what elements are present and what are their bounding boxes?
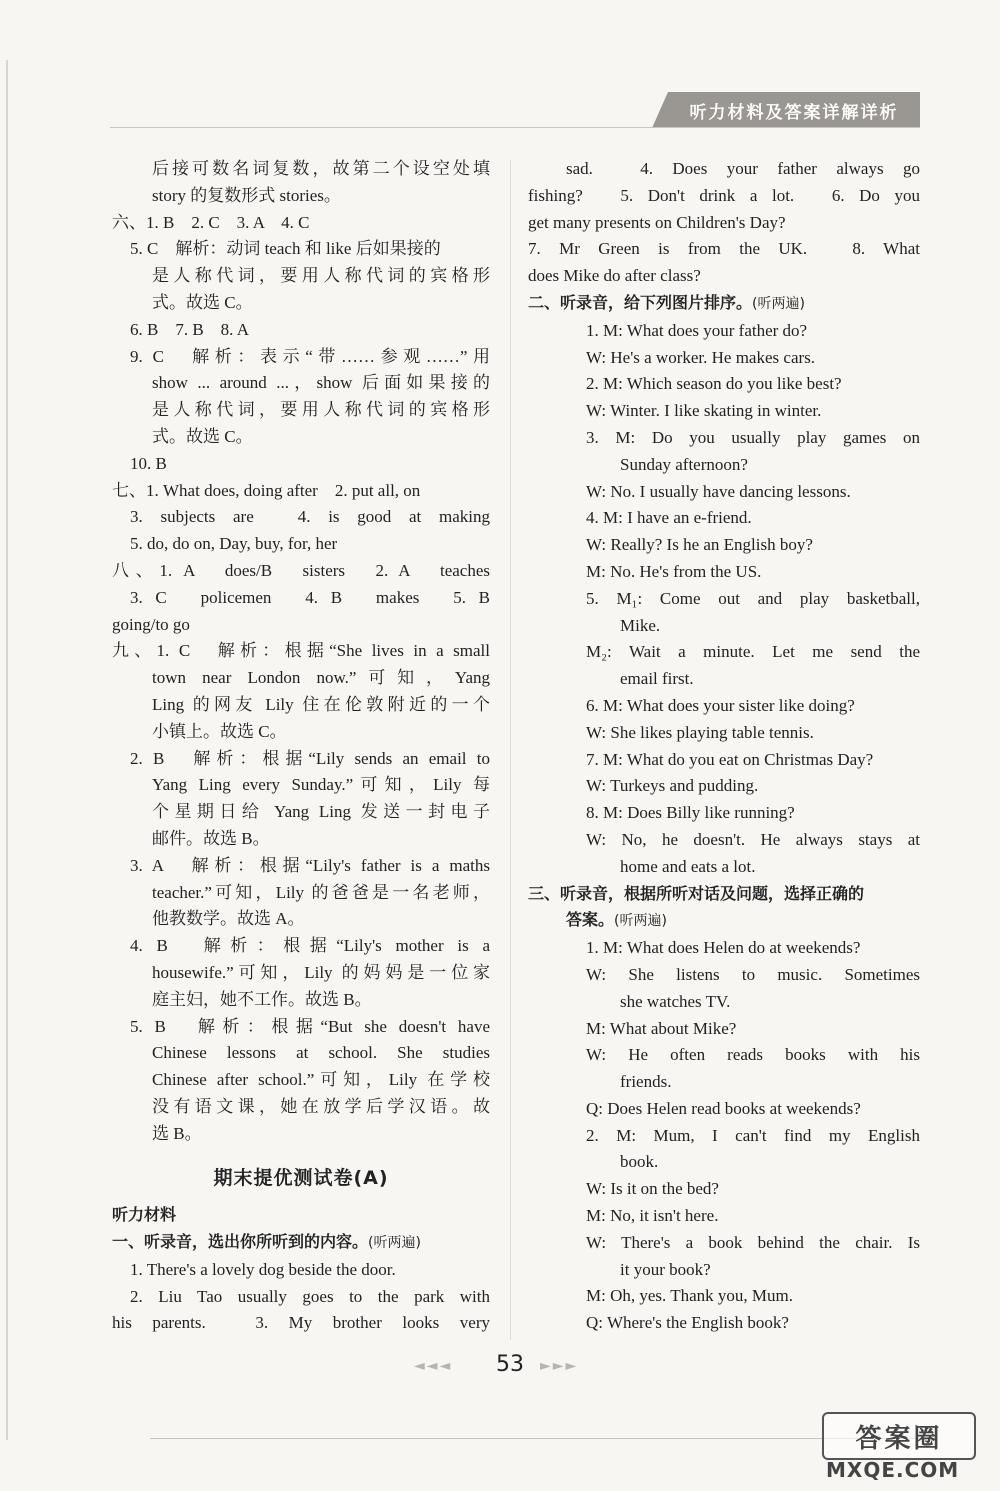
text-line [112,1067,490,1094]
line-text: friends. [620,1072,672,1092]
text-line [112,987,490,1014]
section-heading [528,907,920,935]
text-line [112,933,490,960]
text-line [528,1123,920,1150]
text-line [112,1284,490,1311]
text-line [112,880,490,907]
text-line [112,1310,490,1337]
line-text: Chinese lessons at school. She studies [152,1043,490,1063]
left-answer-lines [112,156,490,1147]
line-text: housewife.”可知，Lily 的妈妈是一位家 [152,962,490,982]
line-text: fishing? 5. Don't drink a lot. 6. Do you [528,185,920,205]
next-arrows-icon: ►►► [540,1358,579,1374]
text-line [528,800,920,827]
header-tab-text: 听力材料及答案详解详析 [689,102,899,123]
line-text: W: No, he doesn't. He always stays at [586,829,920,849]
line-text: home and eats a lot. [620,856,756,876]
text-line [528,639,920,666]
text-line [112,1014,490,1041]
text-line [528,586,920,613]
exam-title: 期末提优测试卷(A) [213,1167,389,1190]
text-line [112,719,490,746]
line-text: 听力材料 [112,1205,177,1225]
text-line [528,1149,920,1176]
text-line [112,236,490,263]
header-rule [110,127,920,128]
text-line [528,263,920,290]
text-line [112,210,490,237]
line-text: 邮件。故选 B。 [152,828,270,848]
listening-material-lines [112,1202,490,1337]
line-text: 是人称代词，要用人称代词的宾格形 [152,266,490,286]
line-text: 6. B 7. B 8. A [130,319,250,339]
line-text: 5. C 解析：动词 teach 和 like 后如果接的 [130,239,441,259]
line-text: sad. 4. Does your father always go [566,159,920,178]
text-line [112,799,490,826]
text-line [112,585,490,612]
line-text: 3. M: Do you usually play games on [586,427,920,447]
right-dialogue-lines [528,156,920,1337]
text-line [528,505,920,532]
text-line [528,345,920,372]
line-text: his parents. 3. My brother looks very [112,1313,490,1333]
line-text: M: No, it isn't here. [586,1206,719,1226]
line-text: town near London now.”可知，Yang [152,668,490,688]
line-text: 答案。 [566,910,615,930]
text-line [528,854,920,881]
line-text: M: No. He's from the US. [586,561,762,581]
line-text: 二、听录音，给下列图片排序。 [528,292,753,312]
text-line [112,1121,490,1148]
text-line [528,452,920,479]
text-line [112,1094,490,1121]
line-text: 5. M₁: Come out and play basketball, [586,588,920,608]
text-line [528,693,920,720]
line-text: show ... around ...，show 后面如果接的 [152,373,490,393]
text-line [528,479,920,506]
text-line [528,1069,920,1096]
line-text: Mike. [620,615,661,635]
line-text: 6. M: What does your sister like doing? [586,695,855,715]
text-line [112,424,490,451]
text-line [528,1283,920,1310]
line-text: W: Really? Is he an English boy? [586,535,813,555]
line-text: 7. Mr Green is from the UK. 8. What [528,239,920,259]
line-text: 式。故选 C。 [152,426,253,446]
line-text: 5. do, do on, Day, buy, for, her [130,534,338,554]
text-line [528,666,920,693]
text-line [528,773,920,800]
text-line [528,425,920,452]
header-tab [668,92,920,128]
text-line [112,344,490,371]
text-line [528,1310,920,1337]
left-column [112,156,490,1337]
text-line [112,504,490,531]
text-line [112,638,490,665]
page-edge-shadow [6,60,8,1440]
section-heading [112,1202,490,1229]
repeat-note: (听两遍) [614,913,667,930]
line-text: 2. B 解析：根据“Lily sends an email to [130,748,490,768]
line-text: teacher.”可知，Lily 的爸爸是一名老师， [152,882,490,902]
line-text: W: There's a book behind the chair. Is [586,1232,920,1252]
text-line [528,962,920,989]
line-text: W: Is it on the bed? [586,1179,719,1199]
text-line [528,613,920,640]
line-text: does Mike do after class? [528,266,701,286]
line-text: she watches TV. [620,991,731,1011]
line-text: 一、听录音，选出你所听到的内容。 [112,1232,369,1252]
line-text: 3. subjects are 4. is good at making [130,507,490,527]
section-heading [528,290,920,318]
line-text: Q: Does Helen read books at weekends? [586,1098,861,1118]
text-line [112,317,490,344]
text-line [528,1230,920,1257]
text-line [528,210,920,237]
text-line [528,156,920,183]
line-text: 5. B 解析：根据“But she doesn't have [130,1016,490,1036]
line-text: 小镇上。故选 C。 [152,721,287,741]
column-divider [510,160,511,1340]
line-text: 1. M: What does Helen do at weekends? [586,938,861,958]
line-text: W: No. I usually have dancing lessons. [586,481,851,501]
line-text: W: He often reads books with his [586,1045,920,1065]
text-line [112,853,490,880]
line-text: book. [620,1152,659,1172]
line-text: Q: Where's the English book? [586,1313,789,1333]
text-line [528,935,920,962]
repeat-note: (听两遍) [368,1235,421,1252]
text-line [528,1203,920,1230]
text-line [528,989,920,1016]
footer-rule [150,1438,920,1439]
text-line [112,665,490,692]
text-line [528,1016,920,1043]
page-number: 53 [496,1352,524,1377]
text-line [528,827,920,854]
line-text: 7. M: What do you eat on Christmas Day? [586,749,874,769]
text-line [112,397,490,424]
text-line [112,1040,490,1067]
line-text: 4. M: I have an e-friend. [586,508,752,528]
text-line [112,183,490,210]
line-text: 4. B 解析：根据“Lily's mother is a [130,936,490,956]
text-line [528,720,920,747]
watermark-site: MXQE.COM [826,1458,960,1482]
section-heading [528,881,920,908]
line-text: Chinese after school.”可知，Lily 在学校 [152,1070,490,1090]
prev-arrows-icon: ◄◄◄ [414,1358,453,1374]
line-text: 1. There's a lovely dog beside the door. [130,1259,396,1279]
line-text: 是人称代词，要用人称代词的宾格形 [152,400,490,420]
line-text: going/to go [112,614,190,634]
line-text: 庭主妇，她不工作。故选 B。 [152,989,372,1009]
line-text: 九、1. C 解析：根据“She lives in a small [112,641,490,661]
line-text: W: Turkeys and pudding. [586,776,759,796]
line-text: 没有语文课，她在放学后学汉语。故 [152,1096,490,1116]
line-text: W: She listens to music. Sometimes [586,964,920,984]
line-text: story 的复数形式 stories。 [152,185,341,205]
text-line [528,747,920,774]
text-line [112,772,490,799]
line-text: get many presents on Children's Day? [528,212,786,232]
text-line [528,183,920,210]
text-line [528,1257,920,1284]
line-text: W: He's a worker. He makes cars. [586,347,816,367]
text-line [528,398,920,425]
line-text: email first. [620,669,694,689]
line-text: 七、1. What does, doing after 2. put all, on [112,480,421,500]
line-text: 2. M: Which season do you like best? [586,374,842,394]
text-line [112,960,490,987]
text-line [112,558,490,585]
text-line [528,236,920,263]
line-text: 3. C policemen 4. B makes 5. B [130,587,490,607]
text-line [112,478,490,505]
text-line [528,318,920,345]
line-text: W: She likes playing table tennis. [586,722,814,742]
line-text: 2. M: Mum, I can't find my English [586,1125,920,1145]
text-line [528,1176,920,1203]
text-line [528,1042,920,1069]
line-text: M₂: Wait a minute. Let me send the [586,642,920,662]
line-text: 式。故选 C。 [152,292,253,312]
text-line [112,156,490,183]
line-text: 三、听录音，根据所听对话及问题，选择正确的 [528,883,865,903]
text-line [112,263,490,290]
text-line [112,826,490,853]
watermark-logo: 答案圈 [822,1412,976,1460]
repeat-note: (听两遍) [752,295,805,312]
line-text: 六、1. B 2. C 3. A 4. C [112,212,310,232]
line-text: it your book? [620,1259,711,1279]
text-line [112,451,490,478]
section-heading [112,1229,490,1257]
text-line [528,1096,920,1123]
line-text: 八、1. A does/B sisters 2. A teaches [112,560,490,580]
line-text: 10. B [130,453,167,473]
line-text: 选 B。 [152,1123,202,1143]
line-text: M: Oh, yes. Thank you, Mum. [586,1286,793,1306]
line-text: 个星期日给 Yang Ling 发送一封电子 [152,802,490,822]
text-line [112,290,490,317]
line-text: 后接可数名词复数，故第二个设空处填 [152,159,490,178]
line-text: 2. Liu Tao usually goes to the park with [130,1286,490,1306]
line-text: M: What about Mike? [586,1018,737,1038]
right-column [528,156,920,1337]
line-text: 3. A 解析：根据“Lily's father is a maths [130,855,490,875]
text-line [528,532,920,559]
line-text: W: Winter. I like skating in winter. [586,401,822,421]
text-line [112,746,490,773]
line-text: 9. C 解析：表示“带……参观……”用 [130,346,490,366]
line-text: 8. M: Does Billy like running? [586,803,795,823]
text-line [112,906,490,933]
text-line [112,612,490,639]
text-line [112,531,490,558]
text-line [112,370,490,397]
line-text: Sunday afternoon? [620,454,748,474]
line-text: Ling 的网友 Lily 住在伦敦附近的一个 [152,694,490,714]
line-text: 他教数学。故选 A。 [152,909,305,929]
text-line [528,559,920,586]
line-text: Yang Ling every Sunday.”可知，Lily 每 [152,775,490,795]
text-line [112,692,490,719]
line-text: 1. M: What does your father do? [586,320,808,340]
text-line [528,371,920,398]
text-line [112,1257,490,1284]
